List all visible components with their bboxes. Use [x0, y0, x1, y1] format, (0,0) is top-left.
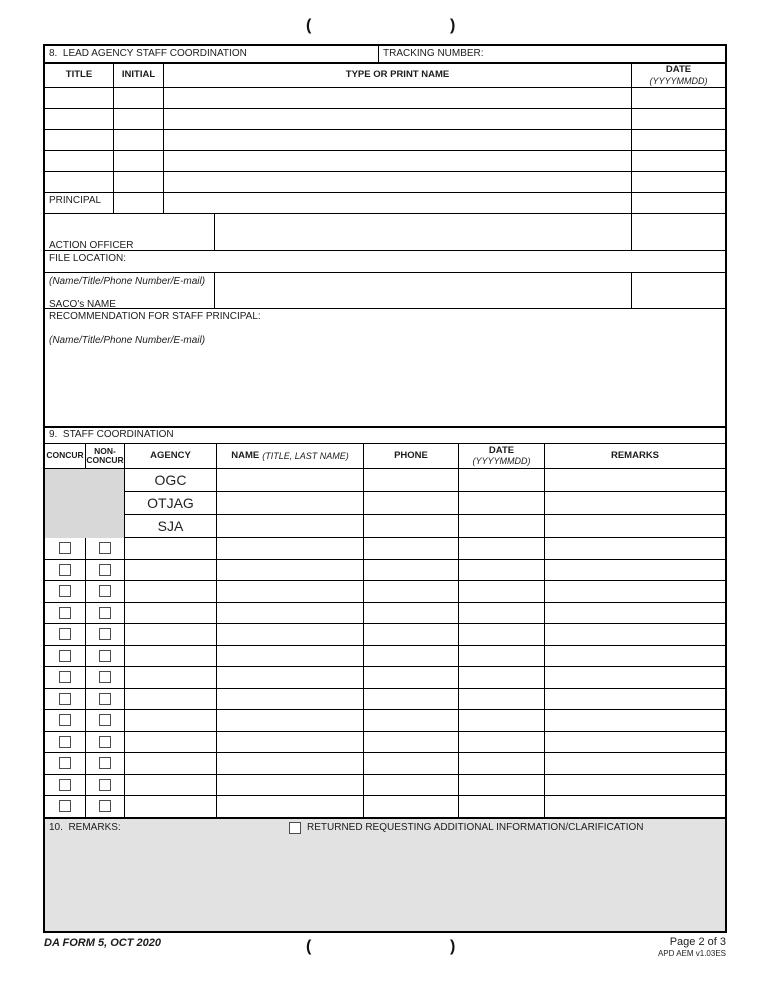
s9-shaded-concur-block [45, 469, 125, 538]
s9-nonconcur-cell [86, 796, 125, 817]
s9-date-input-cell[interactable] [459, 667, 545, 688]
nonconcur-checkbox[interactable] [99, 800, 111, 812]
s8-date-input-cell[interactable] [632, 151, 725, 171]
s9-remarks-input-cell[interactable] [545, 689, 725, 710]
s9-agency-input-cell[interactable] [125, 603, 217, 624]
s9-agency-row [125, 492, 725, 515]
s8-initial-input-cell[interactable] [114, 109, 164, 129]
s8-col-initial: INITIAL [114, 64, 164, 87]
s8-name-input-cell[interactable] [164, 151, 632, 171]
s9-nonconcur-cell [86, 689, 125, 710]
recommendation-field[interactable]: RECOMMENDATION FOR STAFF PRINCIPAL: [49, 311, 261, 322]
s9-coordination-row [45, 775, 725, 797]
principal-label: PRINCIPAL [45, 193, 114, 213]
nonconcur-checkbox[interactable] [99, 671, 111, 683]
s9-name-input-cell[interactable] [217, 624, 364, 645]
s9-agency-row [125, 469, 725, 492]
s9-col-name [217, 444, 364, 468]
nonconcur-checkbox[interactable] [99, 542, 111, 554]
s8-initial-input-cell[interactable] [114, 151, 164, 171]
tracking-number-field[interactable]: TRACKING NUMBER: [383, 48, 484, 59]
s8-col-date-main: DATE [665, 64, 692, 76]
s9-name-input-cell[interactable] [217, 796, 364, 817]
concur-checkbox[interactable] [59, 800, 71, 812]
principal-name-cell[interactable] [164, 193, 632, 213]
s9-name-input-cell[interactable] [217, 581, 364, 602]
s8-title-input-cell[interactable] [45, 130, 114, 150]
s9-date-input-cell[interactable] [459, 796, 545, 817]
s9-nonconcur-cell [86, 775, 125, 796]
s8-col-name: TYPE OR PRINT NAME [164, 64, 632, 87]
s9-concur-cell [45, 560, 86, 581]
s8-signature-row [45, 151, 725, 172]
s9-phone-input-cell[interactable] [364, 646, 459, 667]
s9-agency-input-cell[interactable] [125, 710, 217, 731]
s9-col-remarks: REMARKS [610, 449, 660, 461]
s9-remarks-input-cell[interactable] [545, 560, 725, 581]
concur-checkbox[interactable] [59, 585, 71, 597]
s9-date-input-cell[interactable] [459, 492, 545, 514]
file-location-field[interactable]: FILE LOCATION: [49, 253, 127, 264]
s9-nonconcur-cell [86, 753, 125, 774]
top-paren-close: ) [450, 17, 456, 34]
nonconcur-checkbox[interactable] [99, 650, 111, 662]
s9-agency-input-cell[interactable] [125, 646, 217, 667]
s9-concur-cell [45, 753, 86, 774]
action-officer-date-cell[interactable] [632, 214, 725, 250]
nonconcur-checkbox[interactable] [99, 693, 111, 705]
s9-coordination-row [45, 753, 725, 775]
concur-checkbox[interactable] [59, 693, 71, 705]
s9-name-input-cell[interactable] [217, 689, 364, 710]
s9-agency-label: SJA [125, 515, 217, 537]
s9-remarks-input-cell[interactable] [545, 469, 725, 491]
s9-nonconcur-cell [86, 560, 125, 581]
s9-concur-cell [45, 581, 86, 602]
s9-coordination-row [45, 538, 725, 560]
section8-title-row [45, 46, 725, 64]
returned-checkbox-label: RETURNED REQUESTING ADDITIONAL INFORMATION/CLARIFICATION [307, 822, 644, 833]
footer-paren-close: ) [450, 938, 456, 955]
s9-nonconcur-cell [86, 624, 125, 645]
action-officer-sublabel: (Name/Title/Phone Number/E-mail) [49, 276, 206, 287]
s9-remarks-input-cell[interactable] [545, 624, 725, 645]
concur-checkbox[interactable] [59, 650, 71, 662]
s9-agency-input-cell[interactable] [125, 581, 217, 602]
s8-title-input-cell[interactable] [45, 88, 114, 108]
s8-initial-input-cell[interactable] [114, 130, 164, 150]
s9-phone-input-cell[interactable] [364, 732, 459, 753]
file-location-row [45, 251, 725, 273]
s9-nonconcur-cell [86, 603, 125, 624]
s9-date-input-cell[interactable] [459, 469, 545, 491]
s9-remarks-input-cell[interactable] [545, 515, 725, 537]
s8-name-input-cell[interactable] [164, 130, 632, 150]
returned-checkbox-group [289, 822, 644, 834]
s9-col-phone: PHONE [364, 444, 459, 468]
s9-name-input-cell[interactable] [217, 492, 364, 514]
nonconcur-checkbox[interactable] [99, 736, 111, 748]
s9-phone-input-cell[interactable] [364, 624, 459, 645]
concur-checkbox[interactable] [59, 607, 71, 619]
s8-signature-row [45, 130, 725, 151]
nonconcur-checkbox[interactable] [99, 779, 111, 791]
s9-name-input-cell[interactable] [217, 538, 364, 559]
s9-date-input-cell[interactable] [459, 538, 545, 559]
s9-phone-input-cell[interactable] [364, 469, 459, 491]
s8-name-input-cell[interactable] [164, 172, 632, 192]
s9-phone-input-cell[interactable] [364, 710, 459, 731]
s8-name-input-cell[interactable] [164, 109, 632, 129]
s9-coordination-row [45, 603, 725, 625]
s9-concur-cell [45, 538, 86, 559]
nonconcur-checkbox[interactable] [99, 714, 111, 726]
concur-checkbox[interactable] [59, 671, 71, 683]
s9-coordination-row [45, 732, 725, 754]
action-officer-label: ACTION OFFICER [49, 240, 134, 251]
s9-phone-input-cell[interactable] [364, 581, 459, 602]
s9-name-input-cell[interactable] [217, 603, 364, 624]
s9-col-concur: CONCUR [45, 444, 86, 468]
section9-header-row [45, 444, 725, 469]
form-container [43, 44, 727, 933]
s9-coordination-row [45, 667, 725, 689]
s9-remarks-input-cell[interactable] [545, 775, 725, 796]
s9-concur-cell [45, 603, 86, 624]
s9-agency-label: OTJAG [125, 492, 217, 514]
s9-agency-input-cell[interactable] [125, 775, 217, 796]
concur-checkbox[interactable] [59, 542, 71, 554]
s9-remarks-input-cell[interactable] [545, 492, 725, 514]
saco-field[interactable] [215, 273, 632, 308]
nonconcur-checkbox[interactable] [99, 564, 111, 576]
s9-phone-input-cell[interactable] [364, 538, 459, 559]
s8-signature-row [45, 109, 725, 130]
s9-remarks-input-cell[interactable] [545, 710, 725, 731]
s9-remarks-input-cell[interactable] [545, 753, 725, 774]
s9-nonconcur-cell [86, 732, 125, 753]
s9-concur-cell [45, 689, 86, 710]
s9-phone-input-cell[interactable] [364, 492, 459, 514]
saco-label: SACO's NAME [49, 299, 116, 310]
s8-title-input-cell[interactable] [45, 172, 114, 192]
s9-date-input-cell[interactable] [459, 710, 545, 731]
s9-coordination-row [45, 710, 725, 732]
nonconcur-checkbox[interactable] [99, 628, 111, 640]
s9-col-agency: AGENCY [125, 444, 217, 468]
s9-checkbox-rows [45, 538, 725, 818]
s8-initial-input-cell[interactable] [114, 88, 164, 108]
s8-date-input-cell[interactable] [632, 130, 725, 150]
s9-remarks-input-cell[interactable] [545, 581, 725, 602]
principal-row [45, 193, 725, 214]
s9-date-input-cell[interactable] [459, 560, 545, 581]
s9-concur-cell [45, 646, 86, 667]
s8-signature-row [45, 172, 725, 193]
s9-agency-input-cell[interactable] [125, 732, 217, 753]
s8-col-date [632, 64, 725, 87]
section8-header-row [45, 64, 725, 88]
s8-empty-rows [45, 88, 725, 193]
s9-agency-input-cell[interactable] [125, 753, 217, 774]
s9-name-input-cell[interactable] [217, 515, 364, 537]
s9-date-input-cell[interactable] [459, 581, 545, 602]
recommendation-row [45, 309, 725, 428]
s9-name-input-cell[interactable] [217, 667, 364, 688]
s9-agency-label: OGC [125, 469, 217, 491]
s9-col-nonconcur-line1: NON- [94, 445, 116, 456]
s9-name-input-cell[interactable] [217, 710, 364, 731]
s9-agency-input-cell[interactable] [125, 796, 217, 817]
s9-concur-cell [45, 667, 86, 688]
s9-agency-input-cell[interactable] [125, 689, 217, 710]
s9-remarks-input-cell[interactable] [545, 667, 725, 688]
s8-date-input-cell[interactable] [632, 109, 725, 129]
principal-date-cell[interactable] [632, 193, 725, 213]
s9-phone-input-cell[interactable] [364, 515, 459, 537]
s9-date-input-cell[interactable] [459, 646, 545, 667]
section9-title: 9. STAFF COORDINATION [49, 429, 174, 440]
s9-nonconcur-cell [86, 667, 125, 688]
nonconcur-checkbox[interactable] [99, 585, 111, 597]
footer-right-block [658, 936, 726, 958]
s9-concur-cell [45, 624, 86, 645]
s9-name-input-cell[interactable] [217, 646, 364, 667]
s9-date-input-cell[interactable] [459, 775, 545, 796]
concur-checkbox[interactable] [59, 564, 71, 576]
action-officer-field[interactable] [215, 214, 632, 250]
s9-nonconcur-cell [86, 538, 125, 559]
s8-date-input-cell[interactable] [632, 172, 725, 192]
s8-date-input-cell[interactable] [632, 88, 725, 108]
s9-remarks-input-cell[interactable] [545, 796, 725, 817]
s9-agency-input-cell[interactable] [125, 538, 217, 559]
s9-agency-input-cell[interactable] [125, 624, 217, 645]
s9-concur-cell [45, 796, 86, 817]
concur-checkbox[interactable] [59, 736, 71, 748]
s9-name-input-cell[interactable] [217, 560, 364, 581]
s9-name-input-cell[interactable] [217, 775, 364, 796]
top-paren-open: ( [306, 17, 312, 34]
s9-agency-rows [125, 469, 725, 538]
s9-col-date [459, 444, 545, 468]
s9-coordination-row [45, 624, 725, 646]
saco-date-cell[interactable] [632, 273, 725, 308]
s9-agency-input-cell[interactable] [125, 667, 217, 688]
s8-signature-row [45, 88, 725, 109]
s8-col-title: TITLE [45, 64, 114, 87]
section9-title-row [45, 428, 725, 444]
saco-sublabel: (Name/Title/Phone Number/E-mail) [49, 335, 206, 346]
s9-phone-input-cell[interactable] [364, 689, 459, 710]
s8-col-date-sub: (YYYYMMDD) [649, 75, 708, 86]
s9-phone-input-cell[interactable] [364, 753, 459, 774]
footer-paren-open: ( [306, 938, 312, 955]
s9-name-input-cell[interactable] [217, 753, 364, 774]
principal-initial-cell[interactable] [114, 193, 164, 213]
s8-title-input-cell[interactable] [45, 151, 114, 171]
s9-nonconcur-cell [86, 581, 125, 602]
s9-col-nonconcur-line2: CONCUR [86, 455, 124, 465]
s9-concur-cell [45, 775, 86, 796]
s9-name-input-cell[interactable] [217, 469, 364, 491]
returned-checkbox[interactable] [289, 822, 301, 834]
page-indicator: Page 2 of 3 [669, 936, 726, 948]
s9-remarks-input-cell[interactable] [545, 732, 725, 753]
s9-col-nonconcur [86, 444, 125, 468]
nonconcur-checkbox[interactable] [99, 757, 111, 769]
s9-col-name-sub: (TITLE, LAST NAME) [262, 451, 349, 461]
s9-agency-row [125, 515, 725, 538]
s9-coordination-row [45, 560, 725, 582]
apd-version: APD AEM v1.03ES [657, 948, 726, 958]
s9-date-input-cell[interactable] [459, 689, 545, 710]
s9-remarks-input-cell[interactable] [545, 538, 725, 559]
s8-name-input-cell[interactable] [164, 88, 632, 108]
s9-phone-input-cell[interactable] [364, 560, 459, 581]
s9-date-input-cell[interactable] [459, 515, 545, 537]
section8-title: 8. LEAD AGENCY STAFF COORDINATION [45, 46, 379, 62]
s9-date-input-cell[interactable] [459, 603, 545, 624]
s9-concur-cell [45, 732, 86, 753]
section10-title: 10. REMARKS: [49, 821, 121, 833]
concur-checkbox[interactable] [59, 779, 71, 791]
concur-checkbox[interactable] [59, 628, 71, 640]
s9-nonconcur-cell [86, 710, 125, 731]
form-number: DA FORM 5, OCT 2020 [44, 937, 161, 949]
s9-name-input-cell[interactable] [217, 732, 364, 753]
s9-phone-input-cell[interactable] [364, 603, 459, 624]
s9-nonconcur-cell [86, 646, 125, 667]
concur-checkbox[interactable] [59, 714, 71, 726]
s9-remarks-input-cell[interactable] [545, 646, 725, 667]
s9-col-name-main: NAME [231, 449, 260, 461]
s9-remarks-input-cell[interactable] [545, 603, 725, 624]
s9-agency-block [45, 469, 725, 538]
section10-remarks-area[interactable] [45, 818, 725, 932]
s8-initial-input-cell[interactable] [114, 172, 164, 192]
s8-title-input-cell[interactable] [45, 109, 114, 129]
s9-phone-input-cell[interactable] [364, 667, 459, 688]
s9-coordination-row [45, 689, 725, 711]
s9-concur-cell [45, 710, 86, 731]
s9-col-date-sub: (YYYYMMDD) [472, 456, 531, 467]
s9-date-input-cell[interactable] [459, 624, 545, 645]
concur-checkbox[interactable] [59, 757, 71, 769]
s9-agency-input-cell[interactable] [125, 560, 217, 581]
s9-phone-input-cell[interactable] [364, 796, 459, 817]
nonconcur-checkbox[interactable] [99, 607, 111, 619]
s9-coordination-row [45, 646, 725, 668]
s9-date-input-cell[interactable] [459, 753, 545, 774]
s9-phone-input-cell[interactable] [364, 775, 459, 796]
s9-coordination-row [45, 581, 725, 603]
s9-col-date-main: DATE [488, 444, 515, 456]
s9-date-input-cell[interactable] [459, 732, 545, 753]
s9-coordination-row [45, 796, 725, 818]
